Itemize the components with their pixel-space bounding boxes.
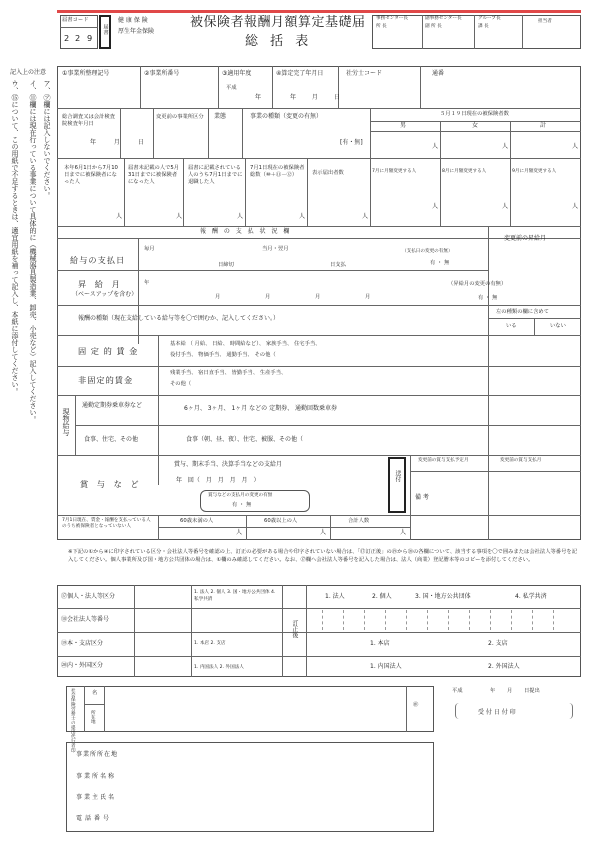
corporate-number-cell[interactable] (343, 610, 344, 630)
bonus-change: 賞与などの支払月の変更の有無 (208, 493, 273, 498)
sharoushi-name: 名 (92, 690, 98, 696)
corporate-number-cell[interactable] (385, 610, 386, 630)
stamp-4-bottom: 担当者 (538, 19, 552, 24)
corporate-number-cell[interactable] (322, 610, 323, 630)
pay-shime: 日締切 (218, 262, 234, 268)
r1-opt-2: 2. 個人 (372, 593, 392, 600)
total-people-label: 合計人数 (348, 518, 370, 524)
lower-r1-label: ⑰個人・法人等区分 (61, 593, 116, 600)
raise-month-3: 月 (315, 294, 321, 300)
july-label: 7月1日現在、賃金・報酬を支払っている人のうち被保険者となっていない人 (62, 518, 151, 529)
note-a: ア、㋐欄には記入しないでください。 (43, 80, 52, 199)
row3-unit-7: 人 (502, 203, 509, 210)
year-label: ③適用年度 (222, 70, 252, 77)
era-label: 平成 (226, 85, 237, 91)
row3-unit-6: 人 (432, 203, 439, 210)
male-unit: 人 (432, 143, 439, 150)
office-owner: 事業主氏名 (76, 794, 117, 801)
raise-month-2: 月 (265, 294, 271, 300)
date-created-label: ④算定完了年月日 (276, 70, 324, 77)
stamp-3-top: グループ長 (478, 16, 501, 21)
receipt-bracket (455, 703, 573, 719)
stamp-3-bottom: 課 長 (478, 24, 489, 29)
stamp-1-bottom: 所 長 (376, 24, 387, 29)
note-b: イ、⑪欄には現在行っている事業について具体的に（機械器具製造業、卸売、小売など）記入してください。 (29, 80, 38, 423)
lower-r1-opts: 1. 法人 2. 個人 3. 国・地方公共団体 4. 私学共済 (194, 590, 276, 602)
kubun-label: 届書 (102, 24, 109, 35)
code-digit-2: 2 (75, 33, 81, 43)
corporate-number-cell[interactable] (469, 610, 470, 630)
row3-unit-2: 人 (176, 213, 183, 220)
corporate-number-cell[interactable] (490, 610, 491, 630)
nonfixed-label: 非固定的賃金 (78, 375, 134, 385)
top-bar (57, 10, 581, 13)
change-period: 変更前の賞与支払月 (500, 458, 542, 463)
commute-text: 6ヶ月、 3ヶ月、 1ヶ月 などの 定期券、 通勤回数乗車券 (184, 405, 337, 412)
bonus-label: 賞 与 な ど (80, 479, 142, 489)
under60-label: 60歳以上の人 (264, 518, 298, 524)
lower-r3-label: ⑲本・支店区分 (61, 640, 104, 647)
fixed-text-1: 基本給 （ 月給、 日給、 時間給など）、 家族手当、 住宅手当、 (170, 341, 321, 347)
corporate-number-cell[interactable] (448, 610, 449, 630)
office-addr: 事業所所在地 (76, 751, 119, 758)
stamp-2-top: 副事務センター長 (425, 16, 462, 21)
raise-year: 年 (144, 280, 150, 286)
nonfixed-text-1: 残業手当、 宿日直手当、 皆勤手当、 生産手当、 (170, 370, 287, 376)
survey-date: 年 月 日 (90, 139, 144, 146)
sharoushi-addr: 所在地 (90, 710, 96, 724)
office-code-label: ①事業所整理記号 (62, 70, 110, 77)
row3-c4: 7月1日現在の被保険者総数（⑩＋⑪－⑫） (250, 165, 305, 179)
sharoushi-box (66, 686, 434, 732)
total-unit: 人 (572, 143, 579, 150)
stamp-1-top: 事務センター長 (376, 16, 408, 21)
code-label: 届書コード (62, 17, 89, 23)
receipt-units: 年 月 日提出 (490, 688, 540, 694)
insurance-line2: 厚生年金保険 (118, 28, 155, 35)
receipt-stamp: 受 付 日 付 印 (478, 709, 516, 716)
pay-tougetsu: 当月・翌月 (262, 246, 289, 252)
r1-opt-4: 4. 私学共済 (515, 593, 547, 600)
july-unit-1: 人 (236, 529, 243, 536)
note-c: ウ、⑮について、この用紙で不足するときは、適宜用紙を補って記入し、本紙に添付してください。 (11, 80, 20, 395)
raise-month-1: 月 (215, 294, 221, 300)
row3-unit-8: 人 (572, 203, 579, 210)
pay-yes-no: 有 ・ 無 (430, 260, 450, 266)
change-raise-label: 変更前の昇給月 (504, 235, 547, 242)
female-unit: 人 (502, 143, 509, 150)
tsuban-label: 通番 (432, 70, 445, 77)
form-subtitle: 総 括 表 (245, 34, 313, 49)
corporate-number-cell[interactable] (427, 610, 428, 630)
bonus-text-2: 年 回（ 月 月 月 月 ） (176, 477, 260, 484)
sending-label: 送付 (393, 470, 401, 482)
code-digit-1: 2 (64, 33, 70, 43)
r3-opt-1: 1. 本店 (370, 640, 390, 647)
row3-c7: 8月に月額変更する人 (442, 169, 487, 174)
lower-r4-opts: 1. 内国法人 2. 外国法人 (194, 665, 244, 670)
row3-c1: 本年6月1日から7月10日までに被保険者になった人 (64, 165, 118, 186)
row3-c8: 9月に月額変更する人 (512, 169, 557, 174)
sharoushi-vlabel: 社会保険労務士の提出代行者印 (70, 688, 76, 753)
survey-label: 総合調査又は会計検査院検査年月日 (62, 114, 115, 127)
row3-c2: 届書未記載の人で5月31日までに被保険者になった人 (128, 165, 180, 186)
code-digit-3: 9 (87, 33, 93, 43)
female-label: 女 (472, 122, 479, 129)
r1-opt-3: 3. 国・地方公共団体 (415, 593, 471, 600)
pay-date-label: 給与の支払日 (70, 255, 126, 265)
raise-change: （昇給月の変更の有無） (448, 281, 507, 287)
raise-month-4: 月 (365, 294, 371, 300)
business-exists: [有・無] (340, 139, 363, 146)
total-label: 計 (540, 122, 547, 129)
lower-r4-label: ⑳内・外国区分 (61, 662, 104, 669)
notes-title: 記入上の注意 (10, 69, 47, 76)
changed-label: 変更前の事業所区分 (156, 114, 204, 120)
commute-label: 通勤定期券乗車券など (82, 402, 143, 409)
row3-unit-5: 人 (362, 213, 369, 220)
row3-unit-1: 人 (116, 213, 123, 220)
office-no-label: ②事業所番号 (144, 70, 180, 77)
r1-opt-1: 1. 法人 (325, 593, 345, 600)
corporate-number-cell[interactable] (511, 610, 512, 630)
fixed-label: 固 定 的 賃 金 (78, 346, 139, 356)
count-title: ５月１９日現在の被保険者数 (440, 111, 509, 117)
seal-mark: ㊞ (413, 702, 419, 708)
raise-label: 昇 給 月 (78, 279, 123, 289)
bonus-yes-no: 有 ・ 無 (232, 502, 252, 508)
july-unit-2: 人 (320, 529, 327, 536)
r4-opt-2: 2. 外国法人 (488, 663, 520, 670)
office-name: 事業所名称 (76, 773, 117, 780)
raise-yes-no: 有 ・ 無 (478, 295, 498, 301)
industry-label: 業態 (214, 113, 227, 120)
remarks-label: 備 考 (415, 494, 429, 501)
r4-opt-1: 1. 内国法人 (370, 663, 402, 670)
over60-label: 60歳未満の人 (180, 518, 214, 524)
teisei-label: 訂正後 (290, 620, 298, 638)
nonfixed-text-2: その他（ (170, 381, 192, 387)
row3-c3: 届書に記載されている人のうち7月1日までに退職した人 (188, 165, 243, 186)
date-units: 年 月 日 (290, 94, 340, 101)
row3-c6: 7月に月額変更する人 (372, 169, 417, 174)
corporate-number-cell[interactable] (553, 610, 554, 630)
raise-sub: （ベースアップを含む） (72, 291, 138, 298)
r3-opt-2: 2. 支店 (488, 640, 508, 647)
lower-r3-opts: 1. 本店 2. 支店 (194, 641, 226, 646)
row3-unit-4: 人 (299, 213, 306, 220)
corporate-number-cell[interactable] (532, 610, 533, 630)
food-text: 食事（朝、昼、夜）、住宅、被服、その他（ (186, 436, 304, 443)
sending-box (388, 457, 406, 513)
business-type-label: 事業の種類（変更の有無） (250, 113, 323, 120)
inkind-label: 現物給与 (62, 408, 71, 436)
pay-maigetsu: 毎月 (144, 246, 155, 252)
corporate-number-cell[interactable] (364, 610, 365, 630)
bonus-text-1: 賞与、期末手当、決算手当などの支給月 (174, 461, 283, 468)
row3-c5: 表示届出者数 (312, 170, 344, 176)
stamp-2-bottom: 副 所 長 (425, 24, 442, 29)
year-unit: 年 (255, 94, 262, 101)
office-tel: 電話番号 (76, 815, 113, 822)
change-bonus-month: 変更前の賞与支払予定月 (418, 458, 469, 463)
receipt-era: 平成 (452, 688, 463, 694)
row3-unit-3: 人 (237, 213, 244, 220)
food-label: 食事、住宅、その他 (84, 436, 139, 443)
july-unit-3: 人 (400, 529, 407, 536)
office-info-box (66, 742, 434, 832)
kind-text: 報酬の種類（現在支給している給与等を〇で囲むか、記入してください。） (78, 315, 280, 322)
insurance-line1: 健 康 保 険 (118, 17, 148, 24)
male-label: 男 (400, 122, 407, 129)
form-title: 被保険者報酬月額算定基礎届 (190, 15, 366, 30)
left-note: 左の種類の欄に含めて (496, 309, 549, 315)
pay-change: （支払日の変更の有無） (402, 249, 453, 254)
salary-section-title: 報 酬 の 支 払 状 況 欄 (200, 228, 292, 235)
corporate-number-cell[interactable] (406, 610, 407, 630)
lower-r2-label: ⑱会社法人等番号 (61, 616, 110, 623)
main-frame (57, 66, 581, 540)
footnote: ※下記の①から④に印字されている区分・会社法人等番号を確認の上、訂正の必要がある場合や印字されていない場合は、「⑰訂正後」の⑲から⑳の各欄について、該当する事項を〇で囲みまたは会社法人等番号を記入してください。個人事業所及び国・地方公共団体の場合は、①欄のみ確認してください。なお、⑰欄へ会社法人等番号を記入した場合は、法人（商業）登記謄本等のコピーを添付してください。 (68, 549, 577, 564)
iru-label: いる (506, 323, 517, 329)
sharoushi-code-label: 社労士コード (346, 70, 383, 77)
fixed-text-2: 役付手当、 物価手当、 通勤手当、 その他（ (170, 352, 276, 358)
pay-shiharai: 日支払 (330, 262, 346, 268)
inai-label: いない (550, 323, 566, 329)
